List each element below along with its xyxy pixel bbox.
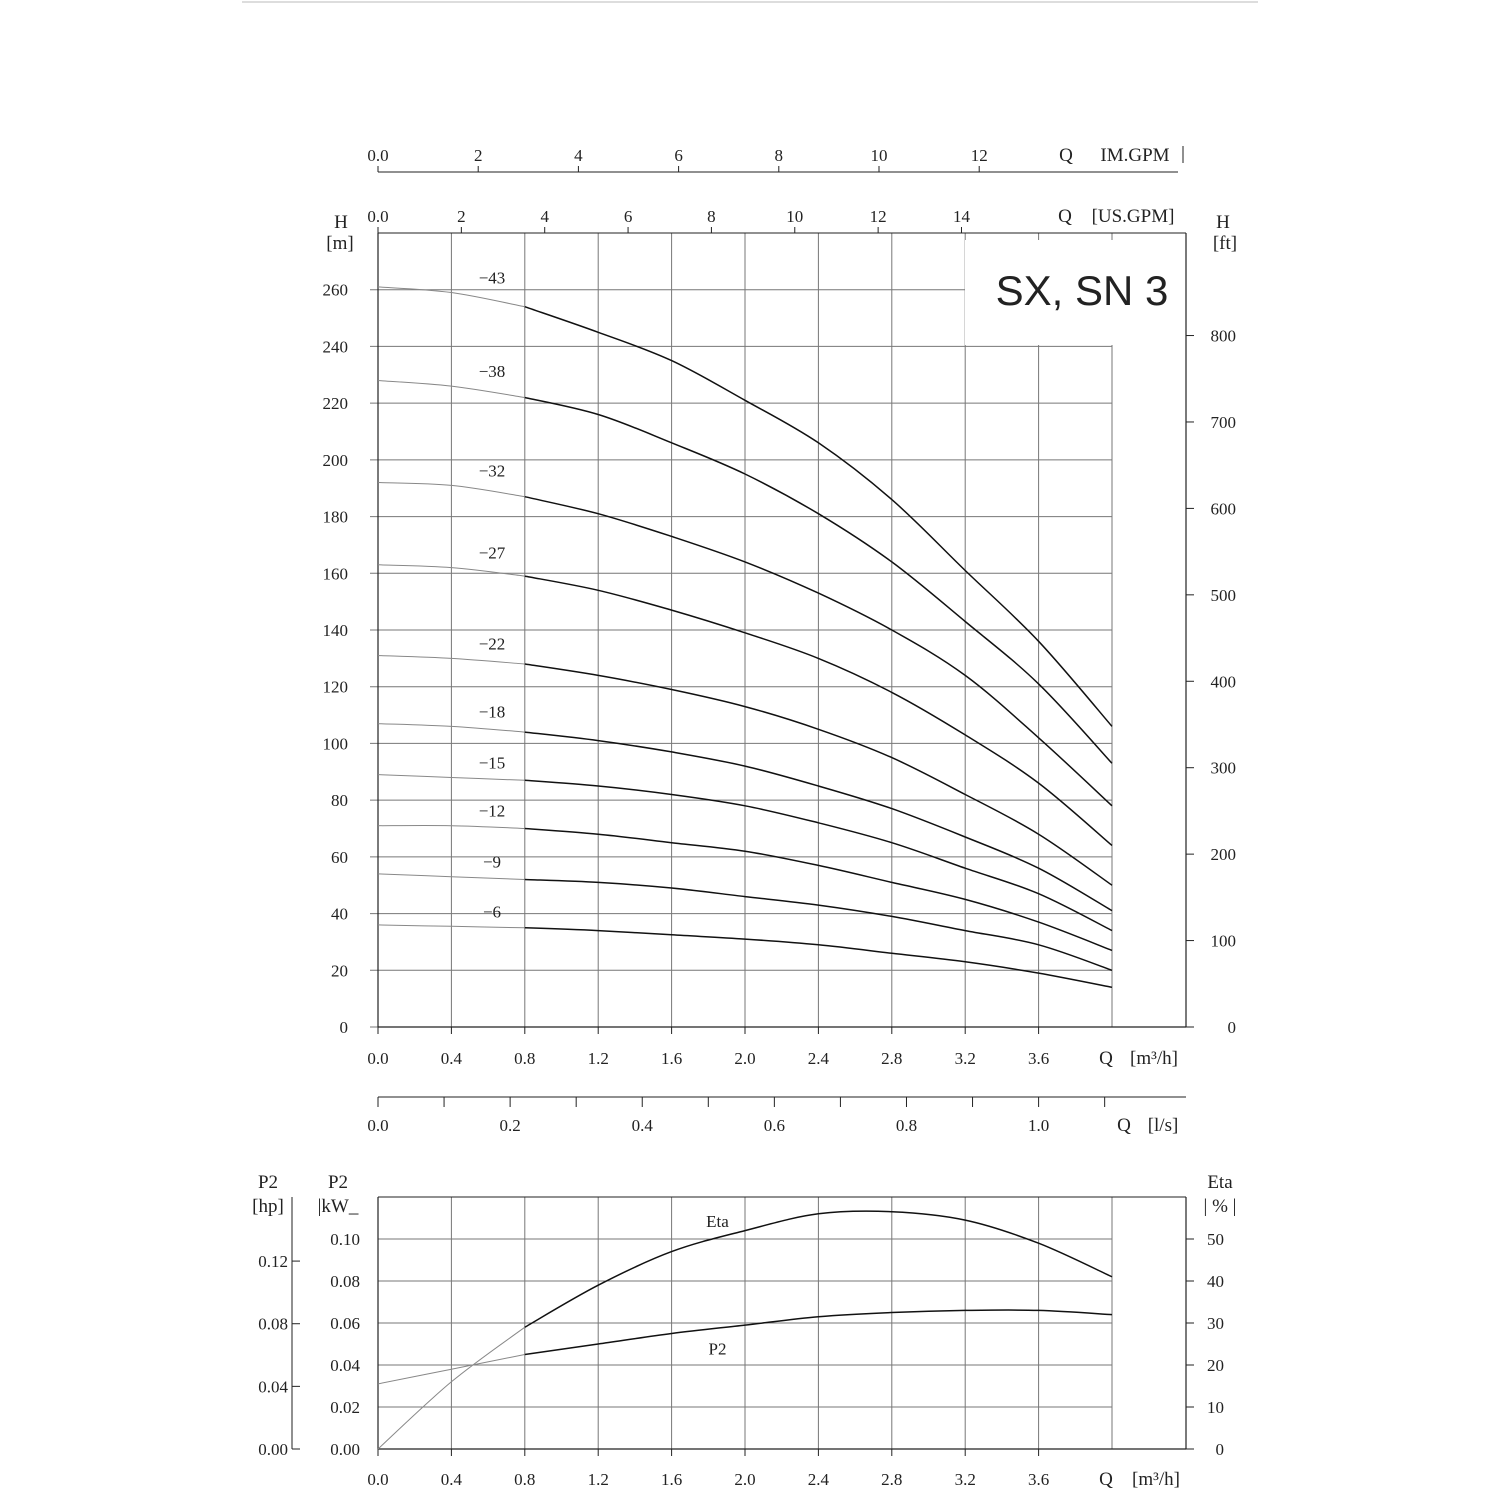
y-tick-label-m: 120 (322, 677, 348, 697)
im-gpm-q-label: Q (1059, 145, 1073, 166)
y-tick-label-m: 140 (322, 621, 348, 640)
power-x-tick-label: 2.0 (734, 1470, 756, 1489)
im-gpm-tick-label: 6 (674, 146, 683, 165)
kw-tick-label: 0.02 (330, 1398, 360, 1417)
head-curve-label: −6 (482, 902, 502, 922)
im-gpm-tick-label: 0.0 (367, 146, 389, 165)
ls-unit-label: [l/s] (1147, 1115, 1179, 1136)
x-tick-label: 2.4 (807, 1049, 830, 1068)
power-x-tick-label: 1.2 (587, 1470, 609, 1489)
head-chart-curve-labels (479, 269, 506, 922)
y-tick-label-ft: 300 (1210, 758, 1236, 778)
y-tick-label-m: 40 (331, 904, 348, 924)
power-x-tick-label: 3.6 (1027, 1470, 1050, 1489)
y-tick-label-m: 0 (339, 1018, 348, 1037)
hp-tick-label: 0.00 (258, 1440, 288, 1459)
y-axis-left-unit: [m] (326, 233, 354, 254)
x-tick-label: 0.8 (514, 1049, 536, 1068)
ls-tick-label: 0.8 (895, 1116, 918, 1135)
eta-tick-label: 20 (1207, 1356, 1224, 1375)
head-curve-label: −18 (478, 702, 506, 722)
y-tick-label-m: 260 (322, 280, 348, 300)
us-gpm-tick-label: 0.0 (367, 207, 389, 226)
x-tick-label: 2.8 (881, 1049, 903, 1068)
ls-tick-label: 1.0 (1027, 1116, 1050, 1135)
power-x-tick-label: 0.0 (367, 1470, 389, 1489)
eta-tick-label: 10 (1207, 1398, 1224, 1417)
x-tick-label: 3.2 (954, 1049, 976, 1068)
power-chart-axes (252, 1172, 1236, 1490)
p2-curve-label: P2 (708, 1339, 727, 1359)
head-curve-label: −43 (478, 268, 506, 288)
y-tick-label-m: 160 (322, 564, 348, 584)
head-curve-label: −15 (478, 753, 506, 773)
y-tick-label-m: 180 (322, 507, 348, 527)
y-tick-label-m: 80 (331, 791, 348, 811)
ls-tick-label: 0.6 (763, 1116, 785, 1135)
im-gpm-unit-label: IM.GPM (1100, 145, 1170, 166)
head-curve-label: −27 (478, 543, 506, 563)
y-tick-label-m: 220 (322, 394, 348, 414)
y-axis-left-title: H (334, 212, 348, 233)
us-gpm-tick-label: 14 (952, 207, 970, 226)
head-curve-label: −9 (482, 852, 502, 872)
x-tick-label: 3.6 (1027, 1049, 1050, 1068)
power-x-unit-label: [m³/h] (1132, 1469, 1180, 1490)
im-gpm-tick-label: 2 (473, 146, 483, 165)
power-x-tick-label: 1.6 (660, 1470, 683, 1489)
chart-title-badge (965, 240, 1185, 345)
eta-axis-title: Eta (1207, 1172, 1233, 1193)
us-gpm-q-label: Q (1058, 206, 1072, 227)
x-axis-unit-label: [m³/h] (1130, 1048, 1178, 1069)
kw-axis-title: P2 (327, 1172, 349, 1193)
y-tick-label-m: 100 (322, 734, 348, 754)
y-tick-label-ft: 100 (1210, 931, 1236, 951)
eta-tick-label: 40 (1207, 1272, 1224, 1291)
head-chart-grid (370, 233, 1112, 1027)
kw-tick-label: 0.10 (330, 1230, 360, 1249)
im-gpm-tick-label: 4 (574, 146, 583, 165)
y-tick-label-ft: 500 (1210, 585, 1236, 605)
us-gpm-tick-label: 10 (786, 207, 804, 226)
power-x-q-label: Q (1099, 1469, 1113, 1490)
power-x-tick-label: 3.2 (954, 1470, 976, 1489)
im-gpm-tick-label: 12 (970, 146, 988, 165)
ls-tick-label: 0.4 (631, 1116, 653, 1135)
x-axis-q-label: Q (1099, 1048, 1113, 1069)
x-tick-label: 0.0 (367, 1049, 389, 1068)
us-gpm-unit-label: [US.GPM] (1091, 206, 1175, 227)
chart-title: SX, SN 3 (995, 267, 1169, 314)
x-tick-label: 1.2 (587, 1049, 609, 1068)
us-gpm-tick-label: 4 (540, 207, 549, 226)
us-gpm-tick-label: 6 (623, 207, 633, 226)
y-axis-right-title: H (1216, 212, 1230, 233)
y-tick-label-m: 60 (331, 847, 348, 867)
x-tick-label: 0.4 (440, 1049, 463, 1068)
eta-axis-unit: | % | (1203, 1196, 1237, 1217)
head-curve-label: −22 (478, 634, 506, 654)
x-tick-label: 1.6 (660, 1049, 683, 1068)
power-x-tick-label: 2.4 (807, 1470, 830, 1489)
y-tick-label-ft: 800 (1210, 326, 1236, 346)
us-gpm-tick-label: 2 (457, 207, 466, 226)
y-tick-label-ft: 600 (1210, 499, 1236, 519)
hp-axis-title: P2 (257, 1172, 279, 1193)
kw-tick-label: 0.00 (330, 1440, 360, 1459)
kw-axis-unit: |kW_ (317, 1196, 359, 1217)
us-gpm-tick-label: 12 (869, 207, 887, 226)
y-axis-right-unit: [ft] (1212, 233, 1238, 254)
power-x-tick-label: 0.4 (440, 1470, 463, 1489)
power-x-tick-label: 0.8 (514, 1470, 536, 1489)
im-gpm-tick-label: 10 (870, 146, 888, 165)
head-curve-label: −12 (478, 801, 506, 821)
kw-tick-label: 0.06 (330, 1314, 360, 1333)
us-gpm-tick-label: 8 (707, 207, 716, 226)
kw-tick-label: 0.04 (330, 1356, 360, 1375)
ls-tick-label: 0.0 (367, 1116, 389, 1135)
hp-tick-label: 0.08 (258, 1314, 288, 1334)
ls-q-label: Q (1117, 1115, 1131, 1136)
eta-curve-label: Eta (706, 1212, 729, 1231)
eta-tick-label: 50 (1207, 1230, 1224, 1249)
eta-tick-label: 30 (1207, 1314, 1224, 1333)
power-chart-grid (378, 1197, 1112, 1449)
hp-axis-unit: [hp] (252, 1196, 284, 1217)
y-tick-label-m: 20 (331, 961, 348, 981)
eta-tick-label: 0 (1215, 1440, 1224, 1459)
im-gpm-tick-label: 8 (774, 146, 784, 165)
y-tick-label-ft: 200 (1210, 845, 1236, 865)
y-tick-label-m: 240 (322, 337, 348, 357)
y-tick-label-ft: 0 (1227, 1018, 1236, 1037)
hp-tick-label: 0.04 (258, 1377, 288, 1397)
head-curve-label: −38 (478, 362, 506, 382)
ls-tick-label: 0.2 (499, 1116, 521, 1135)
power-x-tick-label: 2.8 (881, 1470, 903, 1489)
head-curve-label: −32 (478, 461, 506, 481)
y-tick-label-ft: 400 (1210, 672, 1236, 692)
hp-tick-label: 0.12 (258, 1252, 288, 1272)
kw-tick-label: 0.08 (330, 1272, 360, 1291)
y-tick-label-ft: 700 (1210, 412, 1236, 432)
y-tick-label-m: 200 (322, 450, 348, 470)
x-tick-label: 2.0 (734, 1049, 756, 1068)
ls-axis (367, 1097, 1186, 1136)
